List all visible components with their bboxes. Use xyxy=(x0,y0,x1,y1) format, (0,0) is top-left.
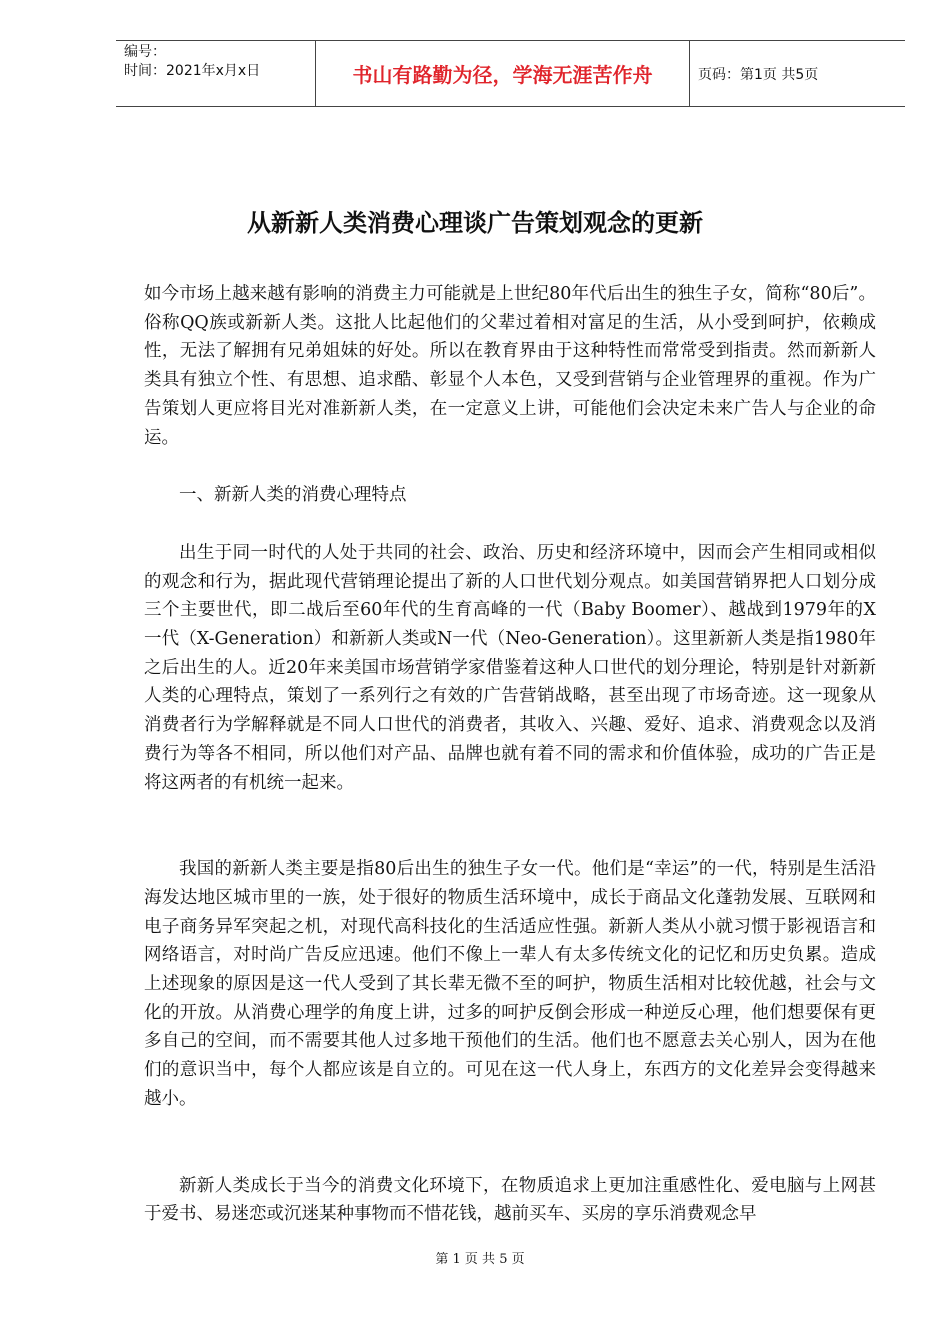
header-time-label: 时间：2021年x月x日 xyxy=(124,63,261,79)
document-header xyxy=(116,40,905,107)
paragraph-generations: 出生于同一时代的人处于共同的社会、政治、历史和经济环境中，因而会产生相同或相似的观念和行为，据此现代营销理论提出了新的人口世代划分观点。如美国营销界把人口划分成三个主要世代，即二战后至60年代的生育高峰的一代（Baby Boomer）、越战到1979年的X一代（X-Generation）和新新人类或N一代（Neo-Generation）。这里新新人类是指1980年之后出生的人。近20年来美国市场营销学家借鉴着这种人口世代的划分理论，特别是针对新新人类的心理特点，策划了一系列行之有效的广告营销战略，甚至出现了市场奇迹。这一现象从消费者行为学解释就是不同人口世代的消费者，其收入、兴趣、爱好、追求、消费观念以及消费行为等各不相同，所以他们对产品、品牌也就有着不同的需求和价值体验，成功的广告正是将这两者的有机统一起来。 xyxy=(144,542,876,793)
header-motto: 书山有路勤为径，学海无涯苦作舟 xyxy=(316,41,690,106)
paragraph-consumer-culture: 新新人类成长于当今的消费文化环境下，在物质追求上更加注重感性化、爱电脑与上网甚于爱书、易迷恋或沉迷某种事物而不惜花钱，越前买车、买房的享乐消费观念早 xyxy=(144,1175,876,1225)
paragraph-intro: 如今市场上越来越有影响的消费主力可能就是上世纪80年代后出生的独生子女，简称“80后”。俗称QQ族或新新人类。这批人比起他们的父辈过着相对富足的生活，从小受到呵护，依赖成性，无法了解拥有兄弟姐妹的好处。所以在教育界由于这种特性而常常受到指责。然而新新人类具有独立个性、有思想、追求酷、彰显个人本色，又受到营销与企业管理界的重视。作为广告策划人更应将目光对准新新人类，在一定意义上讲，可能他们会决定未来广告人与企业的命运。 xyxy=(144,284,876,448)
document-title: 从新新人类消费心理谈广告策划观念的更新 xyxy=(247,209,703,237)
header-meta xyxy=(116,41,316,106)
header-page-info: 页码：第1页 共5页 xyxy=(698,66,819,83)
page-footer: 第 1 页 共 5 页 xyxy=(435,1252,525,1267)
header-number-label: 编号： xyxy=(124,44,166,60)
document-body xyxy=(144,280,876,1229)
paragraph-china-new-generation: 我国的新新人类主要是指80后出生的独生子女一代。他们是“幸运”的一代，特别是生活沿海发达地区城市里的一族，处于很好的物质生活环境中，成长于商品文化蓬勃发展、互联网和电子商务异军突起之机，对现代高科技化的生活适应性强。新新人类从小就习惯于影视语言和网络语言，对时尚广告反应迅速。他们不像上一辈人有太多传统文化的记忆和历史负累。造成上述现象的原因是这一代人受到了其长辈无微不至的呵护，物质生活相对比较优越，社会与文化的开放。从消费心理学的角度上讲，过多的呵护反倒会形成一种逆反心理，他们想要保有更多自己的空间，而不需要其他人过多地干预他们的生活。他们也不愿意去关心别人，因为在他们的意识当中，每个人都应该是自立的。可见在这一代人身上，东西方的文化差异会变得越来越小。 xyxy=(144,859,876,1109)
section-heading: 一、新新人类的消费心理特点 xyxy=(179,485,407,506)
